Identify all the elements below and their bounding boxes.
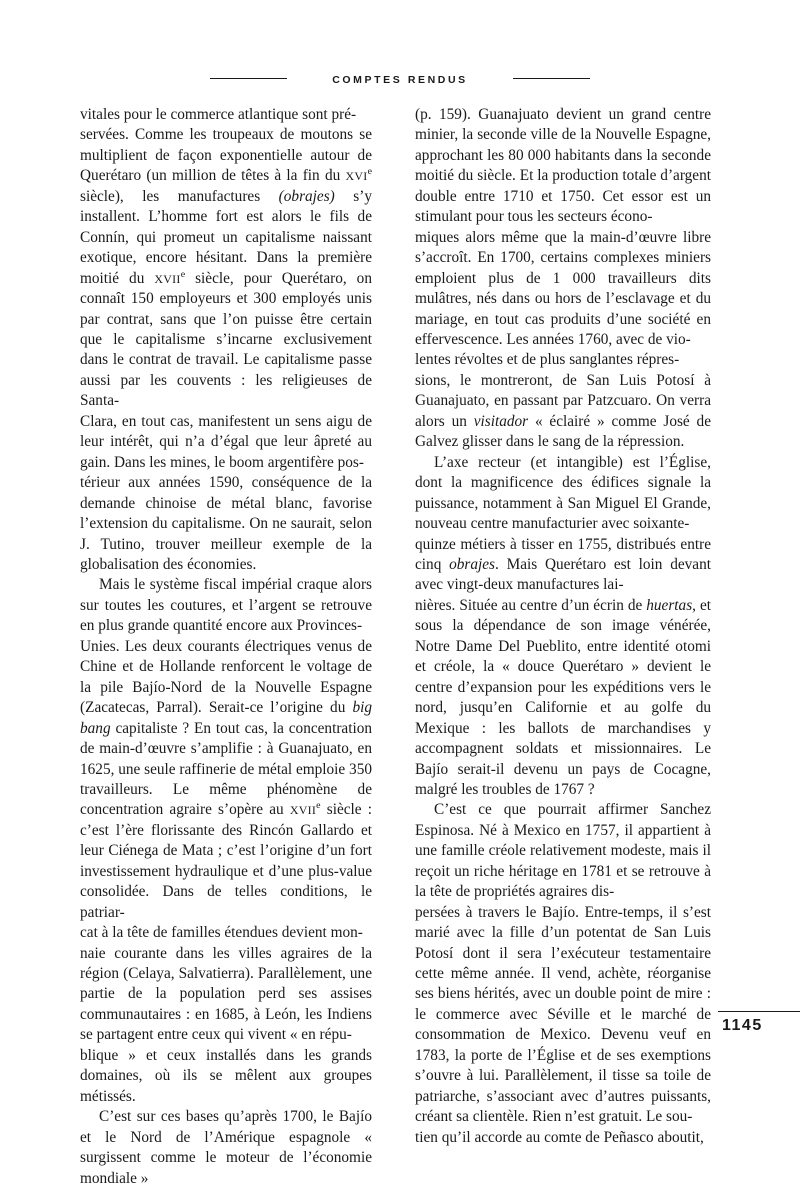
left-column xyxy=(80,105,372,1189)
page-folio xyxy=(718,1011,800,1034)
header-rule-right xyxy=(513,78,590,79)
paragraph: (p. 159). Guanajuato devient un grand centre minier, la seconde ville de la Nouvelle Espagne, approchant les 80 000 habitants dans la seconde moitié du siècle. Et la production totale d’argent double entre 1710 et 1750. Cet essor est un stimulant pour tous les secteurs écono- miques alors même que la main-d’œuvre libre s’accroît. En 1700, certains complexes miniers emploient plus de 1 000 travailleurs dits mulâtres, nés dans ou hors de l’esclavage et du mariage, en tout cas produits d’une société en effervescence. Les années 1760, avec de vio- lentes révoltes et de plus sanglantes répres- sions, le montreront, de San Luis Potosí à Guanajuato, en passant par Patzcuaro. On verra alors un visitador « éclairé » comme José de Galvez glisser dans le sang de la répression. xyxy=(415,106,711,451)
paragraph: Mais le système fiscal impérial craque alors sur toutes les coutures, et l’argent se retrouve en plus grande quantité encore aux Provinces- Unies. Les deux courants électriques venus de Chine et de Hollande renforcent le voltage de la pile Bajío-Nord de la Nouvelle Espagne (Zacatecas, Parral). Serait-ce l’origine du big bang capitaliste ? En tout cas, la concentration de main-d’œuvre s’amplifie : à Guanajuato, en 1625, une seule raffinerie de métal emploie 350 travailleurs. Le même phénomène de concentration agraire s’opère au XVIIe siècle : c’est l’ère florissante des Rincón Gallardo et leur Ciénega de Mata ; c’est l’origine d’un fort investissement hydraulique et d’une plus-value consolidée. Dans de telles conditions, le patriar- cat à la tête de familles étendues devient mon- naie courante dans les villes agraires de la région (Celaya, Salvatierra). Parallèlement, une partie de la population perd ses assises communautaires : en 1685, à León, les Indiens se partagent entre ceux qui vivent « en répu- blique » et ceux installés dans les grands domaines, où ils se mêlent aux groupes métissés. xyxy=(80,576,372,1105)
right-column xyxy=(415,105,711,1148)
running-head-title: COMPTES RENDUS xyxy=(332,74,468,86)
page-number: 1145 xyxy=(722,1017,763,1034)
paragraph: C’est sur ces bases qu’après 1700, le Bajío et le Nord de l’Amérique espagnole « surgissent comme le moteur de l’économie mondiale » xyxy=(80,1108,372,1187)
header-rule-left xyxy=(210,78,287,79)
running-head xyxy=(0,70,800,90)
paragraph: C’est ce que pourrait affirmer Sanchez Espinosa. Né à Mexico en 1757, il appartient à une famille créole relativement modeste, mais il reçoit un riche héritage en 1781 et se retrouve à la tête de propriétés agraires dis- persées à travers le Bajío. Entre-temps, il s’est marié avec la fille d’un potentat de San Luis Potosí dont il sera l’exécuteur testamentaire cette même année. Il vend, achète, réorganise ses biens hérités, avec un double point de mire : le commerce avec Séville et le marché de consommation de Mexico. Devenu veuf en 1783, la porte de l’Église et de ses exemptions s’ouvre à lui. Parallèlement, il tisse sa toile de patriarche, s’associant avec d’autres puissants, créant sa clientèle. Rien n’est gratuit. Le sou- tien qu’il accorde au comte de Peñasco aboutit, xyxy=(415,801,711,1146)
paragraph: vitales pour le commerce atlantique sont pré- servées. Comme les troupeaux de moutons se multiplient de façon exponentielle autour de Querétaro (un million de têtes à la fin du XVIe siècle), les manufactures (obrajes) s’y installent. L’homme fort est alors le fils de Connín, qui promeut un capitalisme naissant exotique, encore hésitant. Dans la première moitié du XVIIe siècle, pour Querétaro, on connaît 150 employeurs et 300 employés unis par contrat, sans que l’on puisse être certain que le capitalisme s’incarne exclusivement dans le contrat de travail. Le capitalisme passe aussi par les couvents : les religieuses de Santa- Clara, en tout cas, manifestent un sens aigu de leur intérêt, qui n’a d’égal que leur âpreté au gain. Dans les mines, le boom argentifère pos- térieur aux années 1590, conséquence de la demande chinoise de métal blanc, favorise l’extension du capitalisme. On ne saurait, selon J. Tutino, trouver meilleur exemple de la globalisation des économies. xyxy=(80,106,372,573)
paragraph: L’axe recteur (et intangible) est l’Église, dont la magnificence des édifices signale la puissance, notamment à San Miguel El Grande, nouveau centre manufacturier avec soixante- quinze métiers à tisser en 1755, distribués entre cinq obrajes. Mais Querétaro est loin devant avec vingt-deux manufactures lai- nières. Située au centre d’un écrin de huertas, et sous la dépendance de son image vénérée, Notre Dame Del Pueblito, entre identité otomi et créole, la « douce Querétaro » devient le centre d’expansion pour les expéditions vers le nord, jusqu’en Californie et au golfe du Mexique : les ballots de marchandises y accompagnent soldats et missionnaires. Le Bajío serait-il devenu un pays de Cocagne, malgré les troubles de 1767 ? xyxy=(415,453,711,798)
